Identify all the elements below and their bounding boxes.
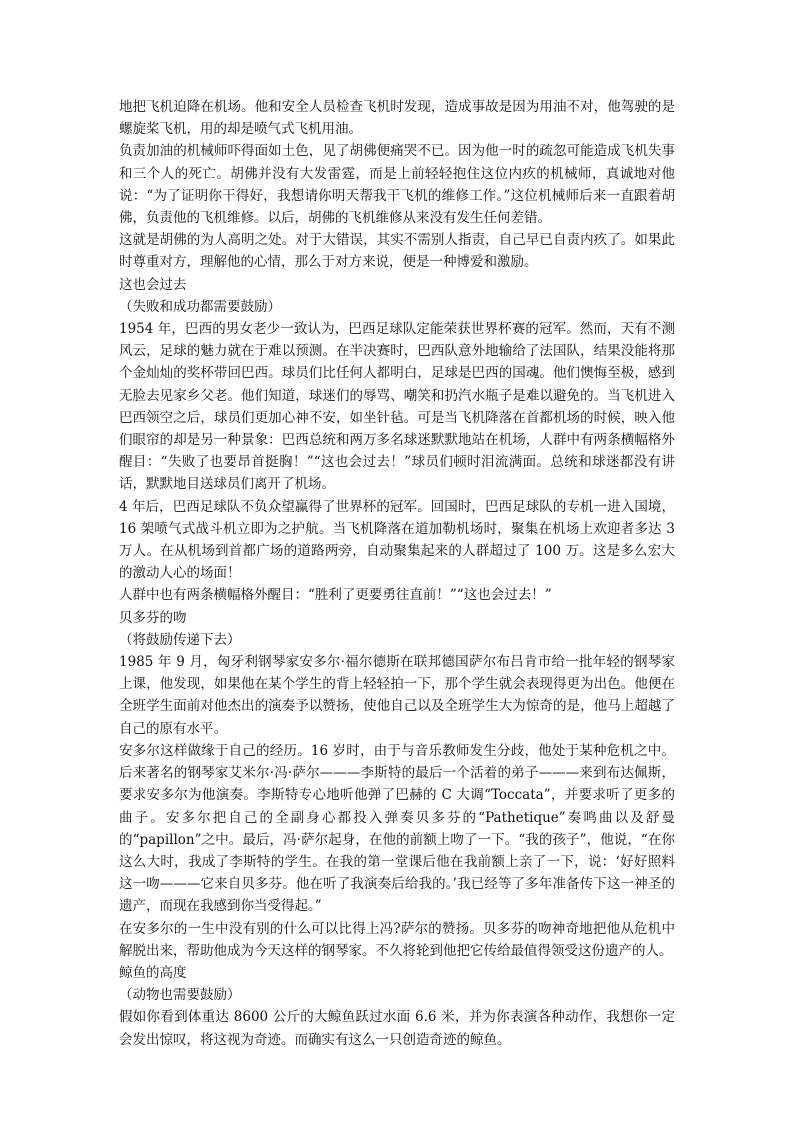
- section-subtitle-animals: （动物也需要鼓励）: [119, 987, 241, 1004]
- section-title-beethoven-kiss: 贝多芬的吻: [119, 609, 187, 626]
- document-page: [119, 96, 675, 1051]
- section-title-this-too-shall-pass: 这也会过去: [119, 276, 187, 293]
- paragraph-andor-1985: 1985 年 9 月，匈牙利钢琴家安多尔·福尔德斯在联邦德国萨尔布吕肯市给一批年轻的钢琴家上课，他发现，如果他在某个学生的背上轻轻拍一下，那个学生就会表现得更为出色。他便在全班学生面前对他杰出的演奏予以赞扬，使他自己以及全班学生大为惊奇的是，他马上超越了自己的原有水平。: [119, 654, 675, 737]
- section-subtitle-failure-success: （失败和成功都需要鼓励）: [119, 298, 281, 315]
- section-title-whale-height: 鲸鱼的高度: [119, 964, 187, 981]
- paragraph-mechanic: 负责加油的机械师吓得面如土色，见了胡佛便痛哭不已。因为他一时的疏忽可能造成飞机失事和三个人的死亡。胡佛并没有大发雷霆，而是上前轻轻抱住这位内疚的机械师，真诚地对他说：“为了证明你干得好，我想请你明天帮我干飞机的维修工作。”这位机械师后来一直跟着胡佛，负责他的飞机维修。以后，胡佛的飞机维修从来没有发生任何差错。: [119, 143, 675, 227]
- paragraph-brazil-1954: 1954 年，巴西的男女老少一致认为，巴西足球队定能荣获世界杯赛的冠军。然而，天有不测风云，足球的魅力就在于难以预测。在半决赛时，巴西队意外地输给了法国队，结果没能将那个金灿灿的奖杯带回巴西。球员们比任何人都明白，足球是巴西的国魂。他们懊悔至极，感到无脸去见家乡父老。他们知道，球迷们的辱骂、嘲笑和扔汽水瓶子是难以避免的。当飞机进入巴西领空之后，球员们更加心神不安，如坐针毡。可是当飞机降落在首都机场的时候，映入他们眼帘的却是另一种景象：巴西总统和两万多名球迷默默地站在机场，人群中有两条横幅格外醒目：“失败了也要昂首挺胸！”“这也会过去！”球员们顿时泪流满面。总统和球迷都没有讲话，默默地目送球员们离开了机场。: [119, 321, 675, 493]
- paragraph-brazil-4-years-later: 4 年后，巴西足球队不负众望赢得了世界杯的冠军。回国时，巴西足球队的专机一进入国境，16 架喷气式战斗机立即为之护航。当飞机降落在道加勒机场时，聚集在机场上欢迎者多达 3 万人。在从机场到首都广场的道路两旁，自动聚集起来的人群超过了 100 万。这是多么宏大的激动人心的场面！: [119, 498, 675, 582]
- paragraph-banners: 人群中也有两条横幅格外醒目：“胜利了更要勇往直前！”“这也会过去！”: [119, 587, 552, 604]
- paragraph-hoover-wisdom: 这就是胡佛的为人高明之处。对于大错误，其实不需别人指责，自己早已自责内疚了。如果此时尊重对方，理解他的心情，那么于对方来说，便是一种博爱和激励。: [119, 232, 675, 271]
- paragraph-hoover-landing: 地把飞机迫降在机场。他和安全人员检查飞机时发现，造成事故是因为用油不对，他驾驶的是螺旋桨飞机，用的却是喷气式飞机用油。: [119, 99, 675, 138]
- section-subtitle-pass-encouragement: （将鼓励传递下去）: [119, 631, 241, 648]
- paragraph-whale: 假如你看到体重达 8600 公斤的大鲸鱼跃过水面 6.6 米，并为你表演各种动作，我想你一定会发出惊叹，将这视为奇迹。而确实有这么一只创造奇迹的鲸鱼。: [119, 1009, 675, 1048]
- paragraph-andor-experience: 安多尔这样做缘于自己的经历。16 岁时，由于与音乐教师发生分歧，他处于某种危机之中。后来著名的钢琴家艾米尔·冯·萨尔———李斯特的最后一个活着的弟子———来到布达佩斯，要求安多尔为他演奏。李斯特专心地听他弹了巴赫的 C 大调“Toccata”，并要求听了更多的曲子。安多尔把自己的全副身心都投入弹奏贝多芬的“Pathetique”奏鸣曲以及舒曼的“papillon”之中。最后，冯·萨尔起身，在他的前额上吻了一下。“我的孩子”，他说，“在你这么大时，我成了李斯特的学生。在我的第一堂课后他在我前额上亲了一下，说：‘好好照料这一吻———它来自贝多芬。他在听了我演奏后给我的。’我已经等了多年准备传下这一神圣的遗产，而现在我感到你当受得起。”: [119, 742, 675, 915]
- paragraph-andor-legacy: 在安多尔的一生中没有别的什么可以比得上冯?萨尔的赞扬。贝多芬的吻神奇地把他从危机中解脱出来，帮助他成为今天这样的钢琴家。不久将轮到他把它传给最值得领受这份遗产的人。: [119, 920, 675, 959]
